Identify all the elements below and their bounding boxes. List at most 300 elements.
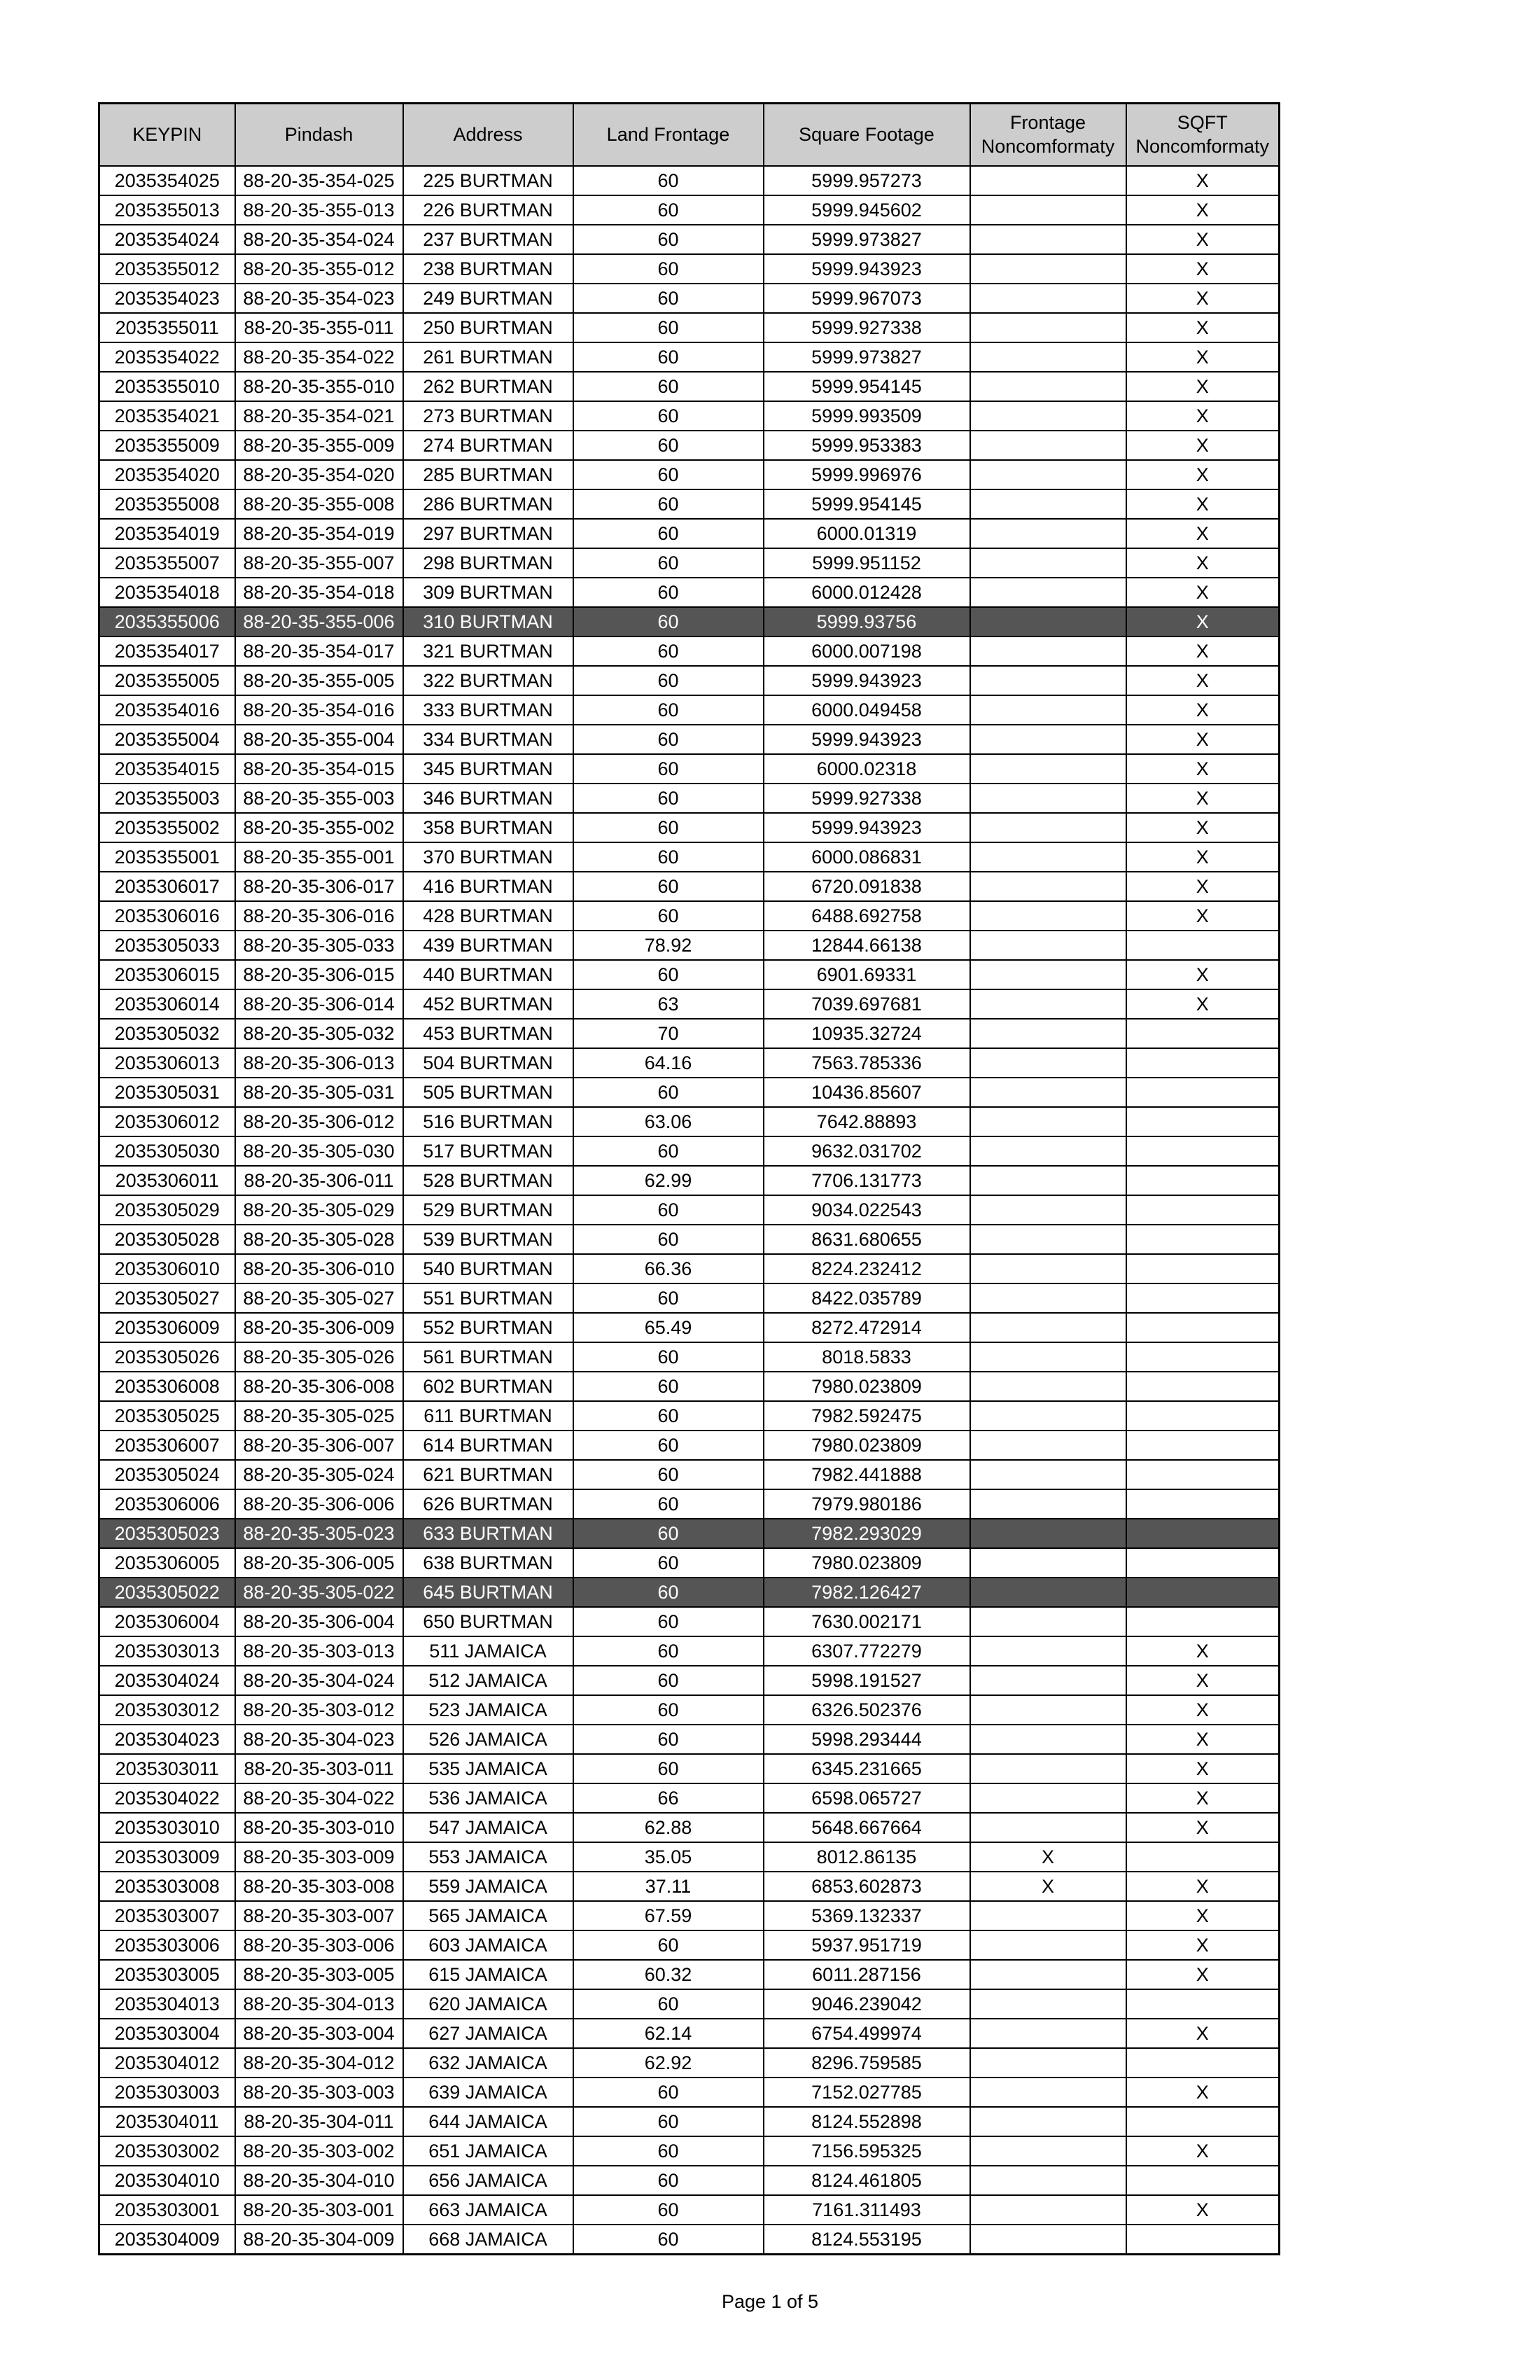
cell-keypin: 2035304009 — [99, 2225, 235, 2255]
table-body — [99, 166, 1280, 2255]
table-row — [99, 636, 1280, 666]
cell-land-frontage: 60 — [573, 1431, 764, 1460]
cell-frontage-noncomformaty — [970, 960, 1126, 989]
cell-frontage-noncomformaty: X — [970, 1872, 1126, 1901]
cell-sqft-noncomformaty — [1126, 2225, 1280, 2255]
cell-keypin: 2035304012 — [99, 2048, 235, 2078]
cell-frontage-noncomformaty — [970, 1372, 1126, 1401]
cell-land-frontage: 60 — [573, 1489, 764, 1519]
cell-sqft-noncomformaty: X — [1126, 1783, 1280, 1813]
cell-pindash: 88-20-35-306-009 — [235, 1313, 403, 1342]
cell-address: 561 BURTMAN — [403, 1342, 573, 1372]
cell-frontage-noncomformaty — [970, 1578, 1126, 1607]
cell-keypin: 2035304011 — [99, 2107, 235, 2136]
cell-square-footage: 5999.954145 — [764, 372, 970, 401]
cell-land-frontage: 62.14 — [573, 2019, 764, 2048]
cell-keypin: 2035303007 — [99, 1901, 235, 1930]
table-row — [99, 519, 1280, 548]
cell-sqft-noncomformaty: X — [1126, 372, 1280, 401]
cell-square-footage: 6345.231665 — [764, 1754, 970, 1783]
cell-address: 505 BURTMAN — [403, 1078, 573, 1107]
table-row — [99, 1342, 1280, 1372]
table-row — [99, 1401, 1280, 1431]
table-row — [99, 2195, 1280, 2225]
cell-pindash: 88-20-35-304-009 — [235, 2225, 403, 2255]
table-row — [99, 1989, 1280, 2019]
cell-keypin: 2035306008 — [99, 1372, 235, 1401]
cell-address: 627 JAMAICA — [403, 2019, 573, 2048]
cell-sqft-noncomformaty: X — [1126, 284, 1280, 313]
table-row — [99, 225, 1280, 254]
cell-keypin: 2035355003 — [99, 784, 235, 813]
cell-address: 547 JAMAICA — [403, 1813, 573, 1842]
cell-keypin: 2035305032 — [99, 1019, 235, 1048]
cell-square-footage: 9046.239042 — [764, 1989, 970, 2019]
cell-address: 285 BURTMAN — [403, 460, 573, 489]
table-row — [99, 1166, 1280, 1195]
cell-keypin: 2035303013 — [99, 1636, 235, 1666]
cell-frontage-noncomformaty — [970, 1489, 1126, 1519]
table-row — [99, 813, 1280, 842]
cell-frontage-noncomformaty — [970, 1225, 1126, 1254]
cell-keypin: 2035354022 — [99, 342, 235, 372]
cell-pindash: 88-20-35-305-023 — [235, 1519, 403, 1548]
cell-frontage-noncomformaty — [970, 254, 1126, 284]
cell-square-footage: 6000.02318 — [764, 754, 970, 784]
cell-keypin: 2035354023 — [99, 284, 235, 313]
cell-frontage-noncomformaty — [970, 460, 1126, 489]
table-row — [99, 1078, 1280, 1107]
cell-sqft-noncomformaty: X — [1126, 2136, 1280, 2166]
cell-pindash: 88-20-35-305-026 — [235, 1342, 403, 1372]
cell-land-frontage: 60 — [573, 225, 764, 254]
cell-square-footage: 7642.88893 — [764, 1107, 970, 1136]
cell-address: 651 JAMAICA — [403, 2136, 573, 2166]
cell-keypin: 2035304022 — [99, 1783, 235, 1813]
table-row — [99, 1107, 1280, 1136]
cell-sqft-noncomformaty: X — [1126, 1901, 1280, 1930]
cell-address: 551 BURTMAN — [403, 1283, 573, 1313]
cell-square-footage: 8631.680655 — [764, 1225, 970, 1254]
cell-pindash: 88-20-35-305-031 — [235, 1078, 403, 1107]
cell-pindash: 88-20-35-355-004 — [235, 725, 403, 754]
cell-square-footage: 7156.595325 — [764, 2136, 970, 2166]
table-row — [99, 1225, 1280, 1254]
cell-pindash: 88-20-35-303-005 — [235, 1960, 403, 1989]
cell-address: 633 BURTMAN — [403, 1519, 573, 1548]
table-row — [99, 548, 1280, 578]
cell-pindash: 88-20-35-355-008 — [235, 489, 403, 519]
cell-frontage-noncomformaty — [970, 1607, 1126, 1636]
cell-square-footage: 5999.93756 — [764, 607, 970, 636]
table-row — [99, 431, 1280, 460]
cell-sqft-noncomformaty: X — [1126, 1754, 1280, 1783]
cell-frontage-noncomformaty — [970, 166, 1126, 195]
cell-sqft-noncomformaty: X — [1126, 548, 1280, 578]
cell-address: 650 BURTMAN — [403, 1607, 573, 1636]
cell-sqft-noncomformaty: X — [1126, 1813, 1280, 1842]
cell-address: 615 JAMAICA — [403, 1960, 573, 1989]
cell-land-frontage: 60 — [573, 195, 764, 225]
cell-land-frontage: 78.92 — [573, 931, 764, 960]
cell-sqft-noncomformaty — [1126, 1607, 1280, 1636]
cell-land-frontage: 60 — [573, 1136, 764, 1166]
cell-address: 428 BURTMAN — [403, 901, 573, 931]
cell-square-footage: 7979.980186 — [764, 1489, 970, 1519]
cell-frontage-noncomformaty — [970, 2019, 1126, 2048]
cell-land-frontage: 60 — [573, 1548, 764, 1578]
cell-address: 273 BURTMAN — [403, 401, 573, 431]
cell-frontage-noncomformaty — [970, 725, 1126, 754]
cell-square-footage: 7980.023809 — [764, 1548, 970, 1578]
cell-address: 297 BURTMAN — [403, 519, 573, 548]
cell-keypin: 2035355006 — [99, 607, 235, 636]
cell-keypin: 2035305031 — [99, 1078, 235, 1107]
cell-square-footage: 5999.927338 — [764, 313, 970, 342]
table-row — [99, 2225, 1280, 2255]
cell-square-footage: 7980.023809 — [764, 1431, 970, 1460]
cell-sqft-noncomformaty: X — [1126, 578, 1280, 607]
cell-pindash: 88-20-35-306-013 — [235, 1048, 403, 1078]
cell-square-footage: 10935.32724 — [764, 1019, 970, 1048]
cell-land-frontage: 60 — [573, 636, 764, 666]
cell-sqft-noncomformaty — [1126, 1313, 1280, 1342]
cell-land-frontage: 35.05 — [573, 1842, 764, 1872]
cell-sqft-noncomformaty — [1126, 1254, 1280, 1283]
table-row — [99, 1254, 1280, 1283]
cell-square-footage: 6853.602873 — [764, 1872, 970, 1901]
cell-sqft-noncomformaty: X — [1126, 519, 1280, 548]
cell-keypin: 2035354019 — [99, 519, 235, 548]
cell-frontage-noncomformaty — [970, 342, 1126, 372]
table-row — [99, 1283, 1280, 1313]
cell-frontage-noncomformaty — [970, 1401, 1126, 1431]
cell-pindash: 88-20-35-304-010 — [235, 2166, 403, 2195]
cell-square-footage: 7563.785336 — [764, 1048, 970, 1078]
table-row — [99, 1960, 1280, 1989]
cell-keypin: 2035304024 — [99, 1666, 235, 1695]
cell-keypin: 2035303003 — [99, 2078, 235, 2107]
cell-sqft-noncomformaty: X — [1126, 401, 1280, 431]
cell-sqft-noncomformaty — [1126, 2107, 1280, 2136]
cell-address: 663 JAMAICA — [403, 2195, 573, 2225]
cell-address: 540 BURTMAN — [403, 1254, 573, 1283]
table-row — [99, 1048, 1280, 1078]
cell-address: 370 BURTMAN — [403, 842, 573, 872]
cell-keypin: 2035354018 — [99, 578, 235, 607]
cell-frontage-noncomformaty — [970, 1342, 1126, 1372]
cell-keypin: 2035355011 — [99, 313, 235, 342]
cell-square-footage: 6000.049458 — [764, 695, 970, 725]
cell-square-footage: 5999.996976 — [764, 460, 970, 489]
cell-address: 345 BURTMAN — [403, 754, 573, 784]
cell-land-frontage: 60 — [573, 1636, 764, 1666]
cell-address: 529 BURTMAN — [403, 1195, 573, 1225]
cell-pindash: 88-20-35-304-013 — [235, 1989, 403, 2019]
column-header-pindash: Pindash — [235, 104, 403, 167]
cell-frontage-noncomformaty — [970, 1195, 1126, 1225]
cell-land-frontage: 60 — [573, 960, 764, 989]
cell-address: 238 BURTMAN — [403, 254, 573, 284]
cell-keypin: 2035355009 — [99, 431, 235, 460]
cell-pindash: 88-20-35-355-001 — [235, 842, 403, 872]
cell-pindash: 88-20-35-306-007 — [235, 1431, 403, 1460]
cell-land-frontage: 60 — [573, 2195, 764, 2225]
cell-keypin: 2035304023 — [99, 1725, 235, 1754]
cell-keypin: 2035306015 — [99, 960, 235, 989]
cell-keypin: 2035306017 — [99, 872, 235, 901]
table-row — [99, 2078, 1280, 2107]
cell-land-frontage: 60 — [573, 1519, 764, 1548]
cell-pindash: 88-20-35-354-024 — [235, 225, 403, 254]
cell-square-footage: 7706.131773 — [764, 1166, 970, 1195]
cell-keypin: 2035303004 — [99, 2019, 235, 2048]
cell-keypin: 2035355013 — [99, 195, 235, 225]
cell-pindash: 88-20-35-305-028 — [235, 1225, 403, 1254]
cell-keypin: 2035306013 — [99, 1048, 235, 1078]
cell-keypin: 2035303010 — [99, 1813, 235, 1842]
table-row — [99, 1489, 1280, 1519]
table-row — [99, 1666, 1280, 1695]
cell-pindash: 88-20-35-354-017 — [235, 636, 403, 666]
table-row — [99, 254, 1280, 284]
cell-address: 656 JAMAICA — [403, 2166, 573, 2195]
cell-sqft-noncomformaty — [1126, 1372, 1280, 1401]
cell-address: 416 BURTMAN — [403, 872, 573, 901]
table-row — [99, 1901, 1280, 1930]
column-header-keypin: KEYPIN — [99, 104, 235, 167]
cell-sqft-noncomformaty: X — [1126, 225, 1280, 254]
cell-square-footage: 8296.759585 — [764, 2048, 970, 2078]
cell-keypin: 2035355008 — [99, 489, 235, 519]
cell-sqft-noncomformaty — [1126, 1342, 1280, 1372]
cell-sqft-noncomformaty — [1126, 1519, 1280, 1548]
cell-address: 645 BURTMAN — [403, 1578, 573, 1607]
cell-square-footage: 5999.943923 — [764, 666, 970, 695]
cell-land-frontage: 60 — [573, 578, 764, 607]
cell-square-footage: 9034.022543 — [764, 1195, 970, 1225]
cell-frontage-noncomformaty — [970, 1166, 1126, 1195]
cell-land-frontage: 60 — [573, 2166, 764, 2195]
cell-land-frontage: 60 — [573, 519, 764, 548]
table-row — [99, 401, 1280, 431]
cell-address: 559 JAMAICA — [403, 1872, 573, 1901]
cell-address: 249 BURTMAN — [403, 284, 573, 313]
cell-pindash: 88-20-35-303-002 — [235, 2136, 403, 2166]
table-row — [99, 1725, 1280, 1754]
table-row — [99, 1754, 1280, 1783]
cell-sqft-noncomformaty — [1126, 1431, 1280, 1460]
table-row — [99, 666, 1280, 695]
cell-land-frontage: 37.11 — [573, 1872, 764, 1901]
cell-pindash: 88-20-35-355-013 — [235, 195, 403, 225]
cell-address: 333 BURTMAN — [403, 695, 573, 725]
cell-frontage-noncomformaty — [970, 1725, 1126, 1754]
cell-address: 644 JAMAICA — [403, 2107, 573, 2136]
cell-keypin: 2035354020 — [99, 460, 235, 489]
cell-pindash: 88-20-35-306-005 — [235, 1548, 403, 1578]
column-header-sqft-noncomformaty: SQFT Noncomformaty — [1126, 104, 1280, 167]
cell-keypin: 2035305029 — [99, 1195, 235, 1225]
cell-address: 611 BURTMAN — [403, 1401, 573, 1431]
cell-pindash: 88-20-35-355-002 — [235, 813, 403, 842]
table-row — [99, 2048, 1280, 2078]
cell-square-footage: 6488.692758 — [764, 901, 970, 931]
table-row — [99, 1607, 1280, 1636]
cell-sqft-noncomformaty — [1126, 1136, 1280, 1166]
cell-land-frontage: 60 — [573, 813, 764, 842]
cell-sqft-noncomformaty: X — [1126, 2019, 1280, 2048]
cell-address: 453 BURTMAN — [403, 1019, 573, 1048]
cell-land-frontage: 60 — [573, 1283, 764, 1313]
cell-pindash: 88-20-35-306-004 — [235, 1607, 403, 1636]
cell-sqft-noncomformaty — [1126, 1548, 1280, 1578]
cell-pindash: 88-20-35-354-018 — [235, 578, 403, 607]
cell-pindash: 88-20-35-355-009 — [235, 431, 403, 460]
cell-square-footage: 5999.967073 — [764, 284, 970, 313]
cell-address: 523 JAMAICA — [403, 1695, 573, 1725]
cell-land-frontage: 60 — [573, 1930, 764, 1960]
cell-frontage-noncomformaty — [970, 372, 1126, 401]
cell-frontage-noncomformaty — [970, 578, 1126, 607]
cell-frontage-noncomformaty — [970, 431, 1126, 460]
cell-address: 539 BURTMAN — [403, 1225, 573, 1254]
table-row — [99, 1578, 1280, 1607]
cell-land-frontage: 62.88 — [573, 1813, 764, 1842]
cell-keypin: 2035354017 — [99, 636, 235, 666]
cell-sqft-noncomformaty: X — [1126, 607, 1280, 636]
cell-frontage-noncomformaty — [970, 1666, 1126, 1695]
cell-frontage-noncomformaty — [970, 1048, 1126, 1078]
cell-land-frontage: 60 — [573, 842, 764, 872]
cell-keypin: 2035303006 — [99, 1930, 235, 1960]
cell-pindash: 88-20-35-303-009 — [235, 1842, 403, 1872]
cell-pindash: 88-20-35-305-022 — [235, 1578, 403, 1607]
cell-square-footage: 8018.5833 — [764, 1342, 970, 1372]
cell-pindash: 88-20-35-304-024 — [235, 1666, 403, 1695]
cell-pindash: 88-20-35-306-011 — [235, 1166, 403, 1195]
cell-pindash: 88-20-35-305-024 — [235, 1460, 403, 1489]
table-row — [99, 1930, 1280, 1960]
column-header-square-footage: Square Footage — [764, 104, 970, 167]
cell-land-frontage: 60 — [573, 2107, 764, 2136]
cell-address: 602 BURTMAN — [403, 1372, 573, 1401]
cell-sqft-noncomformaty: X — [1126, 666, 1280, 695]
cell-pindash: 88-20-35-355-012 — [235, 254, 403, 284]
cell-land-frontage: 60 — [573, 548, 764, 578]
cell-keypin: 2035355002 — [99, 813, 235, 842]
cell-sqft-noncomformaty: X — [1126, 342, 1280, 372]
cell-pindash: 88-20-35-304-011 — [235, 2107, 403, 2136]
cell-frontage-noncomformaty — [970, 607, 1126, 636]
cell-keypin: 2035355012 — [99, 254, 235, 284]
cell-frontage-noncomformaty — [970, 666, 1126, 695]
cell-frontage-noncomformaty — [970, 1930, 1126, 1960]
cell-sqft-noncomformaty: X — [1126, 1872, 1280, 1901]
cell-frontage-noncomformaty — [970, 2136, 1126, 2166]
cell-address: 225 BURTMAN — [403, 166, 573, 195]
cell-frontage-noncomformaty — [970, 1136, 1126, 1166]
cell-address: 250 BURTMAN — [403, 313, 573, 342]
cell-sqft-noncomformaty: X — [1126, 754, 1280, 784]
cell-square-footage: 7630.002171 — [764, 1607, 970, 1636]
cell-sqft-noncomformaty: X — [1126, 960, 1280, 989]
page-footer: Page 1 of 5 — [721, 2291, 819, 2312]
cell-frontage-noncomformaty — [970, 1107, 1126, 1136]
cell-pindash: 88-20-35-305-025 — [235, 1401, 403, 1431]
cell-sqft-noncomformaty — [1126, 1489, 1280, 1519]
cell-keypin: 2035305025 — [99, 1401, 235, 1431]
cell-sqft-noncomformaty — [1126, 2166, 1280, 2195]
cell-sqft-noncomformaty: X — [1126, 695, 1280, 725]
cell-sqft-noncomformaty — [1126, 1401, 1280, 1431]
cell-square-footage: 7982.441888 — [764, 1460, 970, 1489]
cell-address: 632 JAMAICA — [403, 2048, 573, 2078]
cell-sqft-noncomformaty — [1126, 1019, 1280, 1048]
cell-pindash: 88-20-35-354-023 — [235, 284, 403, 313]
cell-keypin: 2035305023 — [99, 1519, 235, 1548]
cell-address: 439 BURTMAN — [403, 931, 573, 960]
cell-frontage-noncomformaty — [970, 1960, 1126, 1989]
cell-land-frontage: 60 — [573, 754, 764, 784]
cell-square-footage: 8012.86135 — [764, 1842, 970, 1872]
cell-square-footage: 6901.69331 — [764, 960, 970, 989]
cell-address: 553 JAMAICA — [403, 1842, 573, 1872]
cell-square-footage: 5937.951719 — [764, 1930, 970, 1960]
cell-sqft-noncomformaty: X — [1126, 989, 1280, 1019]
cell-pindash: 88-20-35-355-011 — [235, 313, 403, 342]
cell-sqft-noncomformaty — [1126, 1283, 1280, 1313]
cell-sqft-noncomformaty: X — [1126, 1960, 1280, 1989]
cell-address: 309 BURTMAN — [403, 578, 573, 607]
cell-keypin: 2035303005 — [99, 1960, 235, 1989]
table-row — [99, 1313, 1280, 1342]
cell-frontage-noncomformaty — [970, 636, 1126, 666]
cell-land-frontage: 60 — [573, 1401, 764, 1431]
cell-frontage-noncomformaty — [970, 1431, 1126, 1460]
cell-square-footage: 6000.01319 — [764, 519, 970, 548]
cell-land-frontage: 62.92 — [573, 2048, 764, 2078]
cell-pindash: 88-20-35-354-020 — [235, 460, 403, 489]
table-row — [99, 166, 1280, 195]
cell-keypin: 2035306012 — [99, 1107, 235, 1136]
table-row — [99, 872, 1280, 901]
cell-square-footage: 5999.993509 — [764, 401, 970, 431]
cell-pindash: 88-20-35-303-012 — [235, 1695, 403, 1725]
cell-keypin: 2035305033 — [99, 931, 235, 960]
table-row — [99, 1842, 1280, 1872]
table-row — [99, 960, 1280, 989]
cell-pindash: 88-20-35-303-007 — [235, 1901, 403, 1930]
cell-land-frontage: 60 — [573, 1578, 764, 1607]
cell-pindash: 88-20-35-303-001 — [235, 2195, 403, 2225]
cell-frontage-noncomformaty — [970, 313, 1126, 342]
cell-frontage-noncomformaty — [970, 989, 1126, 1019]
cell-keypin: 2035305030 — [99, 1136, 235, 1166]
cell-land-frontage: 60 — [573, 1695, 764, 1725]
table-row — [99, 901, 1280, 931]
cell-sqft-noncomformaty: X — [1126, 195, 1280, 225]
cell-sqft-noncomformaty: X — [1126, 784, 1280, 813]
cell-address: 626 BURTMAN — [403, 1489, 573, 1519]
cell-pindash: 88-20-35-306-017 — [235, 872, 403, 901]
cell-address: 565 JAMAICA — [403, 1901, 573, 1930]
table-row — [99, 1548, 1280, 1578]
cell-land-frontage: 60 — [573, 401, 764, 431]
cell-pindash: 88-20-35-354-019 — [235, 519, 403, 548]
cell-frontage-noncomformaty — [970, 1313, 1126, 1342]
cell-land-frontage: 60 — [573, 607, 764, 636]
